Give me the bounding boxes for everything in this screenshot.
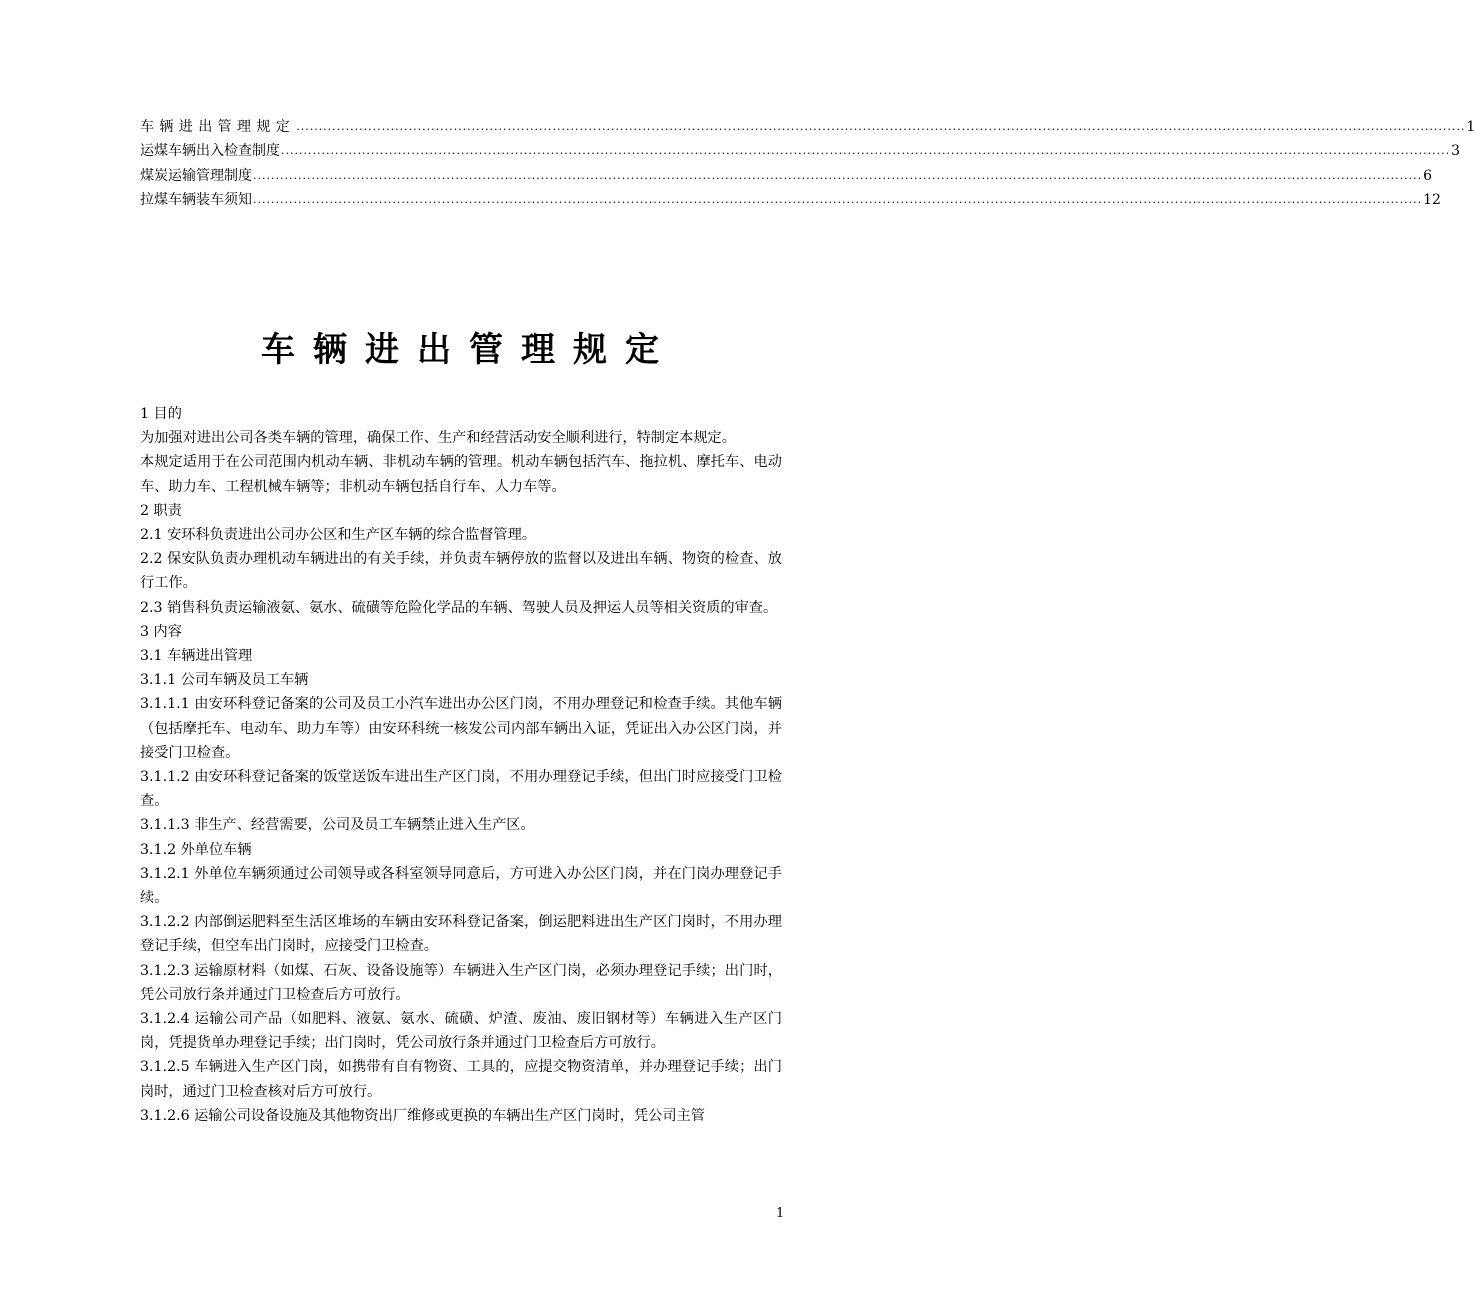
toc-leader-dots: .................................................................................................................................................................................................................................................................... xyxy=(281,144,1451,157)
section-heading: 3 内容 xyxy=(140,623,182,640)
toc-entry-page: 12 xyxy=(1423,192,1441,208)
toc-leader-dots: .................................................................................................................................................................................................................................................................... xyxy=(253,168,1423,182)
paragraph: 2.2 保安队负责办理机动车辆进出的有关手续，并负责车辆停放的监督以及进出车辆、物资的检查、放行工作。 xyxy=(140,551,782,592)
page-number: 1 xyxy=(776,1206,785,1221)
paragraph: 2.1 安环科负责进出公司办公区和生产区车辆的综合监督管理。 xyxy=(140,527,536,544)
document-body xyxy=(140,402,782,1128)
toc-entry[interactable] xyxy=(140,137,1461,162)
toc-entry-page: 6 xyxy=(1423,167,1433,184)
toc-entry[interactable] xyxy=(140,112,1475,137)
toc-entry-page: 3 xyxy=(1451,143,1461,159)
paragraph: 3.1.2.2 内部倒运肥料至生活区堆场的车辆由安环科登记备案，倒运肥料进出生产区门岗时，不用办理登记手续，但空车出门岗时，应接受门卫检查。 xyxy=(140,914,782,955)
toc-entry-title: 车辆进出管理规定 xyxy=(140,118,296,135)
paragraph: 3.1.2.3 运输原材料（如煤、石灰、设备设施等）车辆进入生产区门岗，必须办理登记手续；出门时，凭公司放行条并通过门卫检查后方可放行。 xyxy=(140,962,782,1003)
section-heading: 2 职责 xyxy=(140,502,182,519)
toc-leader-dots: .................................................................................................................................................................................................................................................................... xyxy=(296,119,1466,133)
paragraph: 为加强对进出公司各类车辆的管理，确保工作、生产和经营活动安全顺利进行，特制定本规定。 xyxy=(140,430,736,447)
paragraph: 3.1.1.2 由安环科登记备案的饭堂送饭车进出生产区门岗，不用办理登记手续，但出门时应接受门卫检查。 xyxy=(140,769,782,810)
paragraph: 2.3 销售科负责运输液氨、氨水、硫磺等危险化学品的车辆、驾驶人员及押运人员等相关资质的审查。 xyxy=(140,599,778,616)
toc-entry-title: 拉煤车辆装车须知 xyxy=(140,192,252,208)
document-title: 车辆进出管理规定 xyxy=(261,330,677,370)
paragraph: 3.1.2.5 车辆进入生产区门岗，如携带有自有物资、工具的，应提交物资清单，并办理登记手续；出门岗时，通过门卫检查核对后方可放行。 xyxy=(140,1059,782,1100)
toc-entry-title: 运煤车辆出入检查制度 xyxy=(140,143,280,159)
toc-entry[interactable] xyxy=(140,186,1441,211)
table-of-contents xyxy=(140,112,1475,210)
subsection-heading: 3.1 车辆进出管理 xyxy=(140,648,253,665)
toc-leader-dots: .................................................................................................................................................................................................................................................................... xyxy=(253,193,1423,206)
toc-entry-page: 1 xyxy=(1466,118,1475,135)
section-heading: 1 目的 xyxy=(140,406,182,422)
paragraph: 3.1.2.6 运输公司设备设施及其他物资出厂维修或更换的车辆出生产区门岗时，凭公司主管 xyxy=(140,1107,705,1124)
toc-entry-title: 煤炭运输管理制度 xyxy=(140,167,252,184)
paragraph: 3.1.2.1 外单位车辆须通过公司领导或各科室领导同意后，方可进入办公区门岗，并在门岗办理登记手续。 xyxy=(140,865,782,907)
subsection-heading: 3.1.2 外单位车辆 xyxy=(140,841,252,858)
paragraph: 3.1.1.1 由安环科登记备案的公司及员工小汽车进出办公区门岗，不用办理登记和检查手续。其他车辆（包括摩托车、电动车、助力车等）由安环科统一核发公司内部车辆出入证，凭证出入办公区门岗，并接受门卫检查。 xyxy=(140,696,782,761)
toc-entry[interactable] xyxy=(140,161,1433,186)
paragraph: 3.1.2.4 运输公司产品（如肥料、液氨、氨水、硫磺、炉渣、废油、废旧钢材等）车辆进入生产区门岗，凭提货单办理登记手续；出门岗时，凭公司放行条并通过门卫检查后方可放行。 xyxy=(140,1011,782,1052)
subsection-heading: 3.1.1 公司车辆及员工车辆 xyxy=(140,672,309,689)
paragraph: 本规定适用于在公司范围内机动车辆、非机动车辆的管理。机动车辆包括汽车、拖拉机、摩托车、电动车、助力车、工程机械车辆等；非机动车辆包括自行车、人力车等。 xyxy=(140,454,782,495)
paragraph: 3.1.1.3 非生产、经营需要，公司及员工车辆禁止进入生产区。 xyxy=(140,817,535,834)
